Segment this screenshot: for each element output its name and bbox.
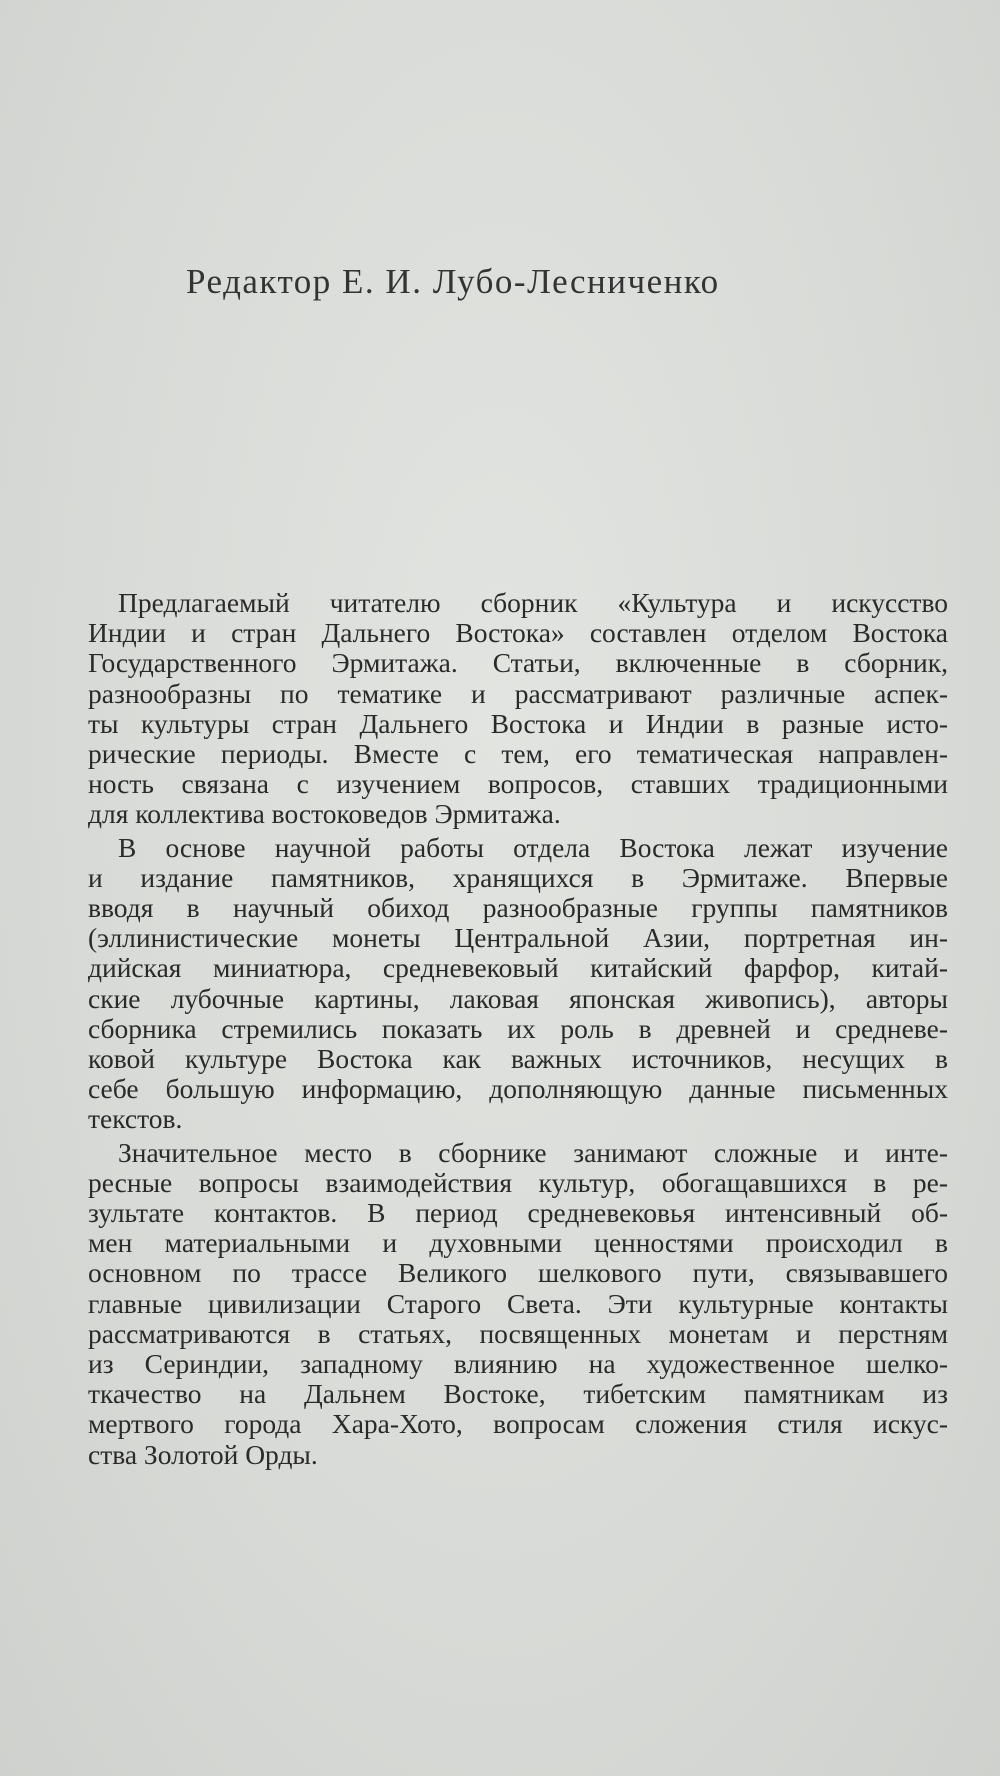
text-line: текстов. [88, 1103, 183, 1135]
text-line: рические периоды. Вместе с тем, его тематическая направлен- [88, 738, 948, 770]
text-line: ность связана с изучением вопросов, ставших традиционными [88, 768, 948, 800]
text-line: Значительное место в сборнике занимают сложные и инте- [118, 1136, 948, 1168]
text-line: для коллектива востоковедов Эрмитажа. [88, 798, 561, 830]
text-line: Индии и стран Дальнего Востока» составлен отделом Востока [88, 617, 948, 649]
body-text [88, 588, 948, 1470]
text-line: Предлагаемый читателю сборник «Культура и искусство [118, 587, 948, 618]
text-line: ткачество на Дальнем Востоке, тибетским памятникам из [88, 1378, 948, 1410]
text-line: ские лубочные картины, лаковая японская живопись), авторы [88, 982, 948, 1014]
text-line: сборника стремились показать их роль в древней и средневе- [88, 1012, 948, 1044]
text-line: мертвого города Хара-Хото, вопросам сложения стиля искус- [88, 1408, 948, 1440]
text-line: из Сериндии, западному влиянию на художественное шелко- [88, 1348, 948, 1380]
text-line: и издание памятников, хранящихся в Эрмитаже. Впервые [88, 861, 948, 893]
text-line: мен материальными и духовными ценностями происходил в [88, 1227, 948, 1259]
text-line: (эллинистические монеты Центральной Азии, портретная ин- [88, 922, 948, 954]
text-line: основном по трассе Великого шелкового пути, связывавшего [88, 1257, 948, 1289]
text-line: В основе научной работы отдела Востока лежат изучение [118, 831, 948, 863]
text-line: себе большую информацию, дополняющую данные письменных [88, 1073, 948, 1105]
text-line: рассматриваются в статьях, посвященных монетам и перстням [88, 1317, 948, 1349]
text-line: разнообразны по тематике и рассматривают различные аспек- [88, 677, 948, 709]
text-line: ресные вопросы взаимодействия культур, обогащавшихся в ре- [88, 1166, 948, 1198]
paragraph-3 [88, 1138, 948, 1470]
text-line: ковой культуре Востока как важных источников, несущих в [88, 1043, 948, 1075]
text-line: ства Золотой Орды. [88, 1438, 318, 1470]
show-through-mark [900, 300, 1000, 400]
paragraph-1 [88, 588, 948, 830]
editor-credit: Редактор Е. И. Лубо-Лесниченко [186, 262, 720, 301]
text-line: дийская миниатюра, средневековый китайский фарфор, китай- [88, 952, 948, 984]
text-line: главные цивилизации Старого Света. Эти культурные контакты [88, 1287, 948, 1319]
text-line: зультате контактов. В период средневековья интенсивный об- [88, 1197, 948, 1229]
paragraph-2 [88, 833, 948, 1135]
text-line: ты культуры стран Дальнего Востока и Индии в разные исто- [88, 707, 948, 739]
text-line: Государственного Эрмитажа. Статьи, включенные в сборник, [88, 647, 948, 679]
text-line: вводя в научный обиход разнообразные группы памятников [88, 892, 948, 924]
